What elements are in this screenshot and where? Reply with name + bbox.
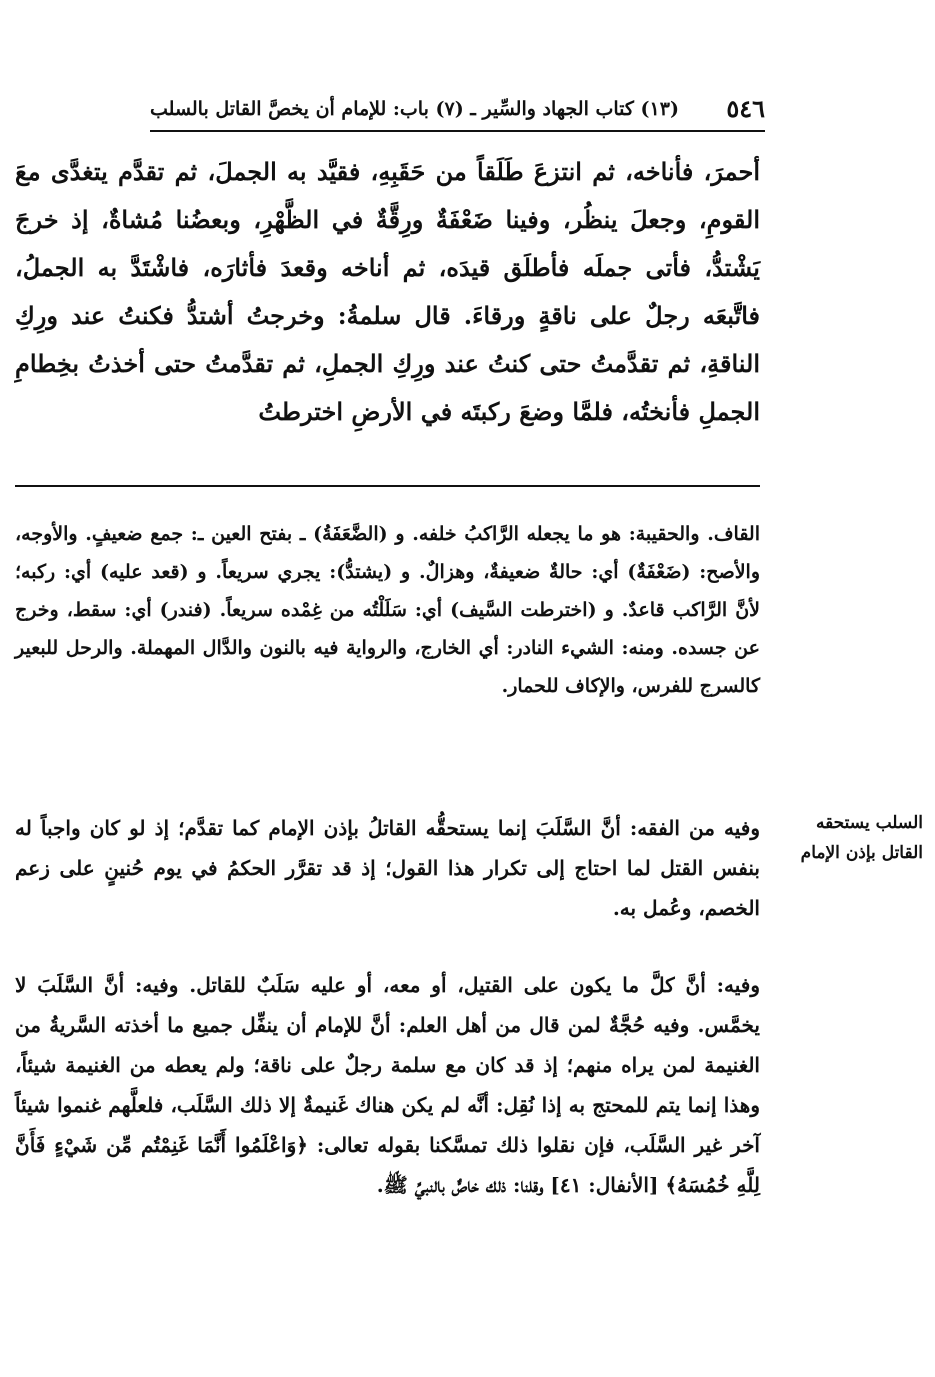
main-text-block [15,148,760,436]
footnote-text: القاف. والحقيبة: هو ما يجعله الرَّاكبُ خلفه. و (الضَّعَفَةُ) ـ بفتح العين ـ: جمع ضعيفٍ. والأوجه، والأصح: (ضَعْفَةٌ) أي: حالةٌ ضعيفةٌ، وهزالٌ. و (يشتدُّ): يجري سريعاً. و (قعد عليه) أي: ركبه؛ لأنَّ الرَّاكب قاعدٌ. و (اخترطت السَّيف) أي: سَلَلْتُه من غِمْده سريعاً. (فندر) أي: سقط، وخرج عن جسده. ومنه: الشيء النادر: أي الخارج، والرواية فيه بالنون والدَّال المهملة. والرحل للبعير كالسرج للفرس، والإكاف للحمار. [15,523,760,697]
commentary-paragraph-2 [15,965,760,1205]
page-header [150,90,765,132]
commentary-text-2: وفيه: أنَّ كلَّ ما يكون على القتيل، أو معه، أو عليه سَلَبٌ للقاتل. وفيه: أنَّ السَّلَبَ لا يخمَّس. وفيه حُجَّةٌ لمن قال من أهل العلم: أنَّ للإمام أن ينفِّل جميع ما أخذته السَّريةُ من الغنيمة لمن يراه منهم؛ إذ قد كان مع سلمة رجلٌ على ناقة؛ ولم يعطه من الغنيمة شيئاً، وهذا إنما يتم للمحتج به إذا نُقِل: أنَّه لم يكن هناك غَنيمةٌ إلا ذلك السَّلَب، فلعلَّهم غنموا شيئاً آخر غير السَّلَب، فإن نقلوا ذلك تمسَّكنا بقوله تعالى: ﴿وَاعْلَمُوا أَنَّمَا غَنِمْتُم مِّن شَيْءٍ فَأَنَّ لِلَّهِ خُمُسَهُ﴾ [الأنفال: ٤١] وقلنا: ذلك خاصٌّ بالنبيِّ ﷺ. [15,973,760,1197]
page-number: ٥٤٦ [726,94,765,123]
commentary-paragraph-1 [15,808,760,928]
main-text-paragraph: أحمرَ، فأناخه، ثم انتزعَ طَلَقاً من حَقَبِهِ، فقيَّد به الجملَ، ثم تقدَّم يتغدَّى معَ القومِ، وجعلَ ينظُر، وفينا ضَعْفَةٌ ورِقَّةٌ في الظَّهْرِ، وبعضُنا مُشاةٌ، إذ خرجَ يَشْتدُّ، فأتى جملَه فأطلَق قيدَه، ثم أناخه وقعدَ فأثارَه، فاشْتَدَّ به الجملُ، فاتَّبعَه رجلٌ على ناقةٍ ورقاءَ. قال سلمةُ: وخرجتُ أشتدُّ فكنتُ عند ورِكِ الناقةِ، ثم تقدَّمتُ حتى كنتُ عند ورِكِ الجملِ، ثم تقدَّمتُ حتى أخذتُ بخِطامِ الجملِ فأنختُه، فلمَّا وضعَ ركبتَه في الأرضِ اخترطتُ [15,157,760,426]
footnote-block [15,515,760,705]
footnote-divider [15,485,760,487]
margin-heading: السلب يستحقه القاتل بإذن الإمام [800,813,923,863]
running-title: (١٣) كتاب الجهاد والسِّير ـ (٧) باب: للإمام أن يخصَّ القاتل بالسلب [150,98,679,120]
commentary-text-1: وفيه من الفقه: أنَّ السَّلَبَ إنما يستحقُّه القاتلُ بإذن الإمام كما تقدَّم؛ إذ لو كان واجباً له بنفس القتل لما احتاج إلى تكرار هذا القول؛ إذ قد تقرَّر الحكمُ في يوم حُنينٍ على زعم الخصم، وعُمل به. [15,816,760,920]
